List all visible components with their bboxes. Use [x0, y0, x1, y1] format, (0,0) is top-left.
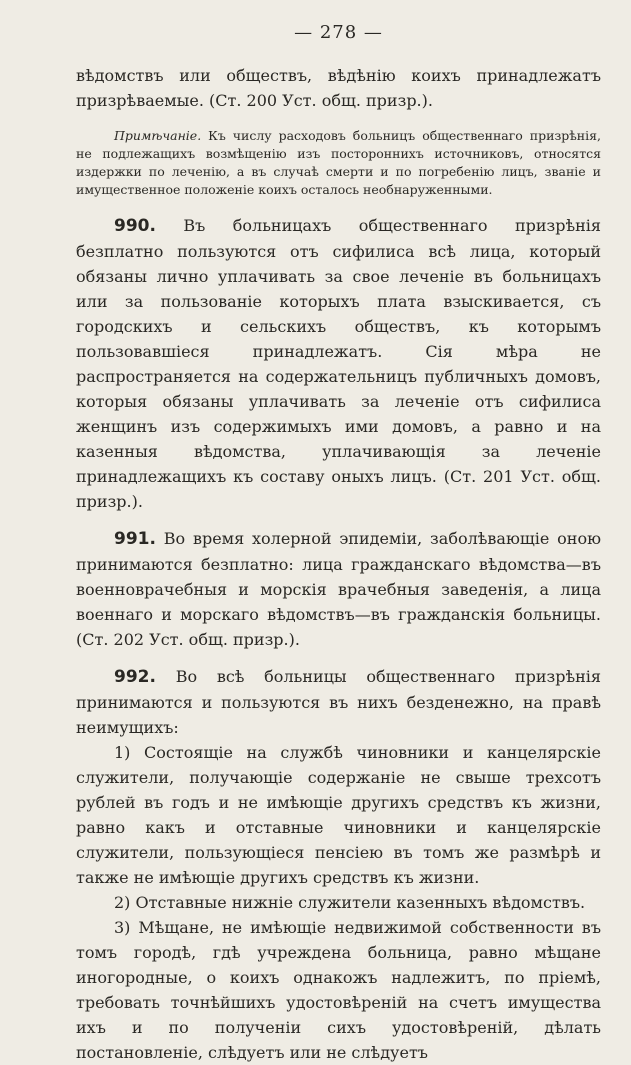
list-item: 3) Мѣщане, не имѣющіе недвижимой собственности въ томъ городѣ, гдѣ учреждена больница, равно мѣщане иногородные, о коихъ однакожъ надлежитъ, по пріемѣ, требовать точнѣйшихъ удостовѣреній на счетъ имущества ихъ и по полученіи сихъ удостовѣреній, дѣлать постановленіе, слѣдуетъ или не слѣдуетъ	[76, 918, 601, 1062]
page-number: — 278 —	[294, 22, 383, 43]
note-label: Примѣчаніе.	[114, 128, 202, 143]
article-991	[76, 526, 601, 652]
article-992	[76, 664, 601, 740]
article-text: Во всѣ больницы общественнаго призрѣнія принимаются и пользуются въ нихъ безденежно, на правѣ неимущихъ:	[76, 667, 601, 737]
note-text: Къ числу расходовъ больницъ общественнаго призрѣнія, не подлежащихъ возмѣщенію изъ постороннихъ источниковъ, относятся издержки по леченію, а въ случаѣ смерти и по погребенію лицъ, званіе и имущественное положеніе коихъ осталось необнаруженными.	[76, 128, 601, 197]
article-text: Во время холерной эпидеміи, заболѣвающіе оною принимаются безплатно: лица гражданскаго вѣдомства—въ военноврачебныя и морскія врачебныя заведенія, а лица военнаго и морскаго вѣдомствъ—въ гражданскія больницы. (Ст. 202 Уст. общ. призр.).	[76, 529, 601, 649]
article-text: Въ больницахъ общественнаго призрѣнія безплатно пользуются отъ сифилиса всѣ лица, который обязаны лично уплачивать за свое леченіе въ больницахъ или за пользованіе которыхъ плата взыскивается, съ городскихъ и сельскихъ обществъ, къ которымъ пользовавшіеся принадлежатъ. Сія мѣра не распространяется на содержательницъ публичныхъ домовъ, которыя обязаны уплачивать за леченіе отъ сифилиса женщинъ изъ содержимыхъ ими домовъ, а равно и на казенныя вѣдомства, уплачивающія за леченіе принадлежащихъ къ составу оныхъ лицъ. (Ст. 201 Уст. общ. призр.).	[76, 216, 601, 511]
article-990	[76, 213, 601, 514]
article-number: 990.	[114, 216, 156, 236]
note-paragraph	[76, 127, 601, 199]
list-item: 2) Отставные нижніе служители казенныхъ вѣдомствъ.	[114, 893, 586, 912]
intro-paragraph: вѣдомствъ или обществъ, вѣдѣнію коихъ принадлежатъ призрѣваемые. (Ст. 200 Уст. общ. призр.).	[76, 66, 601, 110]
article-number: 992.	[114, 667, 156, 687]
list-item: 1) Состоящіе на службѣ чиновники и канцелярскіе служители, получающіе содержаніе не свыше трехсотъ рублей въ годъ и не имѣющіе другихъ средствъ къ жизни, равно какъ и отставные чиновники и канцелярскіе служители, пользующіеся пенсіею въ томъ же размѣрѣ и также не имѣющіе другихъ средствъ къ жизни.	[76, 743, 601, 887]
article-number: 991.	[114, 529, 156, 549]
